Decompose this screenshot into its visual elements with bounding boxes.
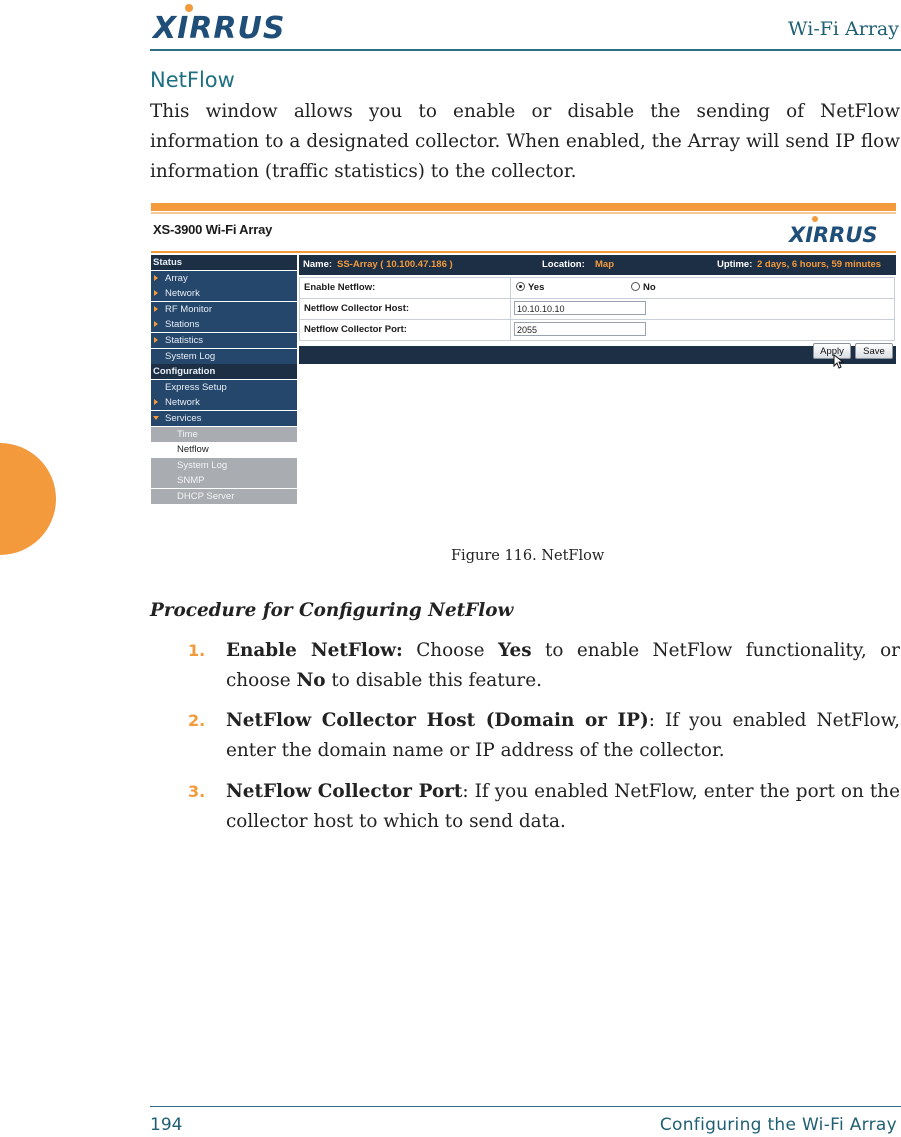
sidebar-item-label: Netflow [177, 444, 209, 456]
collector-host-label: Netflow Collector Host: [304, 303, 410, 314]
step-number: 3. [188, 782, 206, 801]
sidebar-item-label: Configuration [153, 366, 216, 378]
footer-divider [150, 1106, 901, 1107]
sidebar-item-status [151, 255, 297, 270]
step-desc: to disable this feature. [325, 670, 542, 691]
figure-header-line [151, 251, 896, 253]
sidebar-item-time[interactable] [151, 427, 297, 442]
sidebar-item-label: RF Monitor [165, 303, 212, 315]
step-text [226, 777, 900, 837]
collapsed-arrow-icon [154, 399, 158, 405]
document-title: Wi-Fi Array [788, 18, 899, 40]
sidebar-item-configuration [151, 364, 297, 379]
collector-port-label: Netflow Collector Port: [304, 324, 407, 335]
chapter-tab-marker [0, 443, 56, 555]
page-number: 194 [150, 1115, 183, 1135]
sidebar-item-express-setup[interactable] [151, 380, 297, 395]
sidebar-item-label: SNMP [177, 475, 205, 487]
sidebar-item-dhcp-server[interactable] [151, 489, 297, 504]
column-divider [510, 299, 511, 319]
collector-host-input[interactable]: 10.10.10.10 [514, 301, 646, 315]
step-text [226, 636, 900, 696]
apply-button[interactable]: Apply [813, 343, 851, 359]
logo-text: XIRRUS [153, 11, 286, 43]
name-label: Name: [303, 259, 333, 270]
sidebar-item-label: Network [165, 397, 200, 409]
step-desc: to enable NetFlow functionality, or choose [226, 640, 900, 691]
yes-radio-label: Yes [528, 282, 545, 293]
column-divider [510, 320, 511, 340]
figure-xirrus-logo [788, 215, 896, 245]
sidebar-item-statistics[interactable] [151, 333, 297, 348]
expanded-arrow-icon [153, 416, 159, 420]
procedure-title: Procedure for Configuring NetFlow [150, 600, 514, 621]
sidebar-item-array[interactable] [151, 271, 297, 286]
procedure-step [150, 777, 900, 837]
sidebar-item-system-log[interactable] [151, 349, 297, 364]
intro-paragraph: This window allows you to enable or disable the sending of NetFlow information to a designated collector. When enabled, the Array will send IP flow information (traffic statistics) to the collector. [150, 101, 900, 182]
nav-sidebar [151, 255, 297, 511]
collapsed-arrow-icon [154, 290, 158, 296]
step-desc: : If you enabled NetFlow, enter the domain name or IP address of the collector. [226, 710, 900, 761]
collector-port-input[interactable]: 2055 [514, 322, 646, 336]
sidebar-item-network[interactable] [151, 395, 297, 410]
figure-top-bar-thin [151, 212, 896, 214]
sidebar-item-label: Status [153, 257, 183, 268]
no-radio-label: No [643, 282, 656, 293]
enable-netflow-label: Enable Netflow: [304, 282, 376, 293]
step-number: 1. [188, 641, 206, 660]
collector-host-row [299, 298, 895, 320]
sidebar-item-label: Network [165, 288, 200, 300]
step-term-no: No [296, 670, 326, 691]
sidebar-item-label: Statistics [165, 335, 204, 346]
sidebar-item-label: System Log [177, 459, 228, 471]
column-divider [510, 278, 511, 298]
enable-netflow-row [299, 277, 895, 299]
sidebar-item-netflow[interactable] [151, 442, 297, 457]
save-button[interactable]: Save [855, 343, 893, 359]
sidebar-item-label: System Log [165, 350, 216, 362]
sidebar-item-label: Express Setup [165, 381, 227, 393]
netflow-figure [151, 203, 896, 511]
step-text [226, 706, 900, 766]
no-radio[interactable] [631, 282, 640, 291]
sidebar-item-label: Services [165, 413, 202, 424]
step-desc: Choose [402, 640, 498, 661]
sidebar-item-snmp[interactable] [151, 473, 297, 488]
sidebar-item-rf-monitor[interactable] [151, 302, 297, 317]
sidebar-item-stations[interactable] [151, 317, 297, 332]
step-desc: : If you enabled NetFlow, enter the port on the collector host to which to send data. [226, 781, 900, 832]
step-term: NetFlow Collector Host (Domain or IP) [226, 710, 649, 731]
name-value: SS-Array ( 10.100.47.186 ) [337, 259, 453, 270]
collapsed-arrow-icon [154, 275, 158, 281]
form-footer-bar [299, 346, 896, 364]
collapsed-arrow-icon [154, 321, 158, 327]
collector-port-row [299, 319, 895, 341]
step-term: Enable NetFlow: [226, 640, 403, 661]
section-title: NetFlow [150, 68, 235, 92]
location-value: Map [595, 259, 614, 270]
uptime-label: Uptime: [717, 259, 753, 270]
sidebar-item-label: Array [165, 272, 188, 284]
xirrus-logo [152, 3, 302, 43]
step-term: NetFlow Collector Port [226, 781, 463, 802]
sidebar-item-system-log[interactable] [151, 458, 297, 473]
procedure-step [150, 706, 900, 766]
product-title: XS-3900 Wi-Fi Array [153, 222, 273, 237]
uptime-value: 2 days, 6 hours, 59 minutes [757, 259, 882, 270]
sidebar-item-services[interactable] [151, 411, 297, 426]
footer-title: Configuring the Wi-Fi Array [659, 1115, 897, 1135]
collapsed-arrow-icon [154, 306, 158, 312]
procedure-step [150, 636, 900, 696]
sidebar-item-network[interactable] [151, 286, 297, 301]
step-term-yes: Yes [498, 640, 532, 661]
step-number: 2. [188, 711, 206, 730]
mouse-cursor-icon [833, 354, 845, 370]
yes-radio[interactable] [516, 282, 525, 291]
location-label: Location: [542, 259, 585, 270]
header-divider [150, 49, 901, 51]
figure-caption: Figure 116. NetFlow [451, 548, 605, 564]
sidebar-item-label: Stations [165, 319, 200, 331]
sidebar-item-label: DHCP Server [177, 491, 235, 502]
status-bar [299, 255, 896, 275]
collapsed-arrow-icon [154, 337, 158, 343]
figure-logo-text: XIRRUS [789, 223, 878, 245]
sidebar-item-label: Time [177, 428, 198, 440]
figure-top-bar [151, 203, 896, 211]
